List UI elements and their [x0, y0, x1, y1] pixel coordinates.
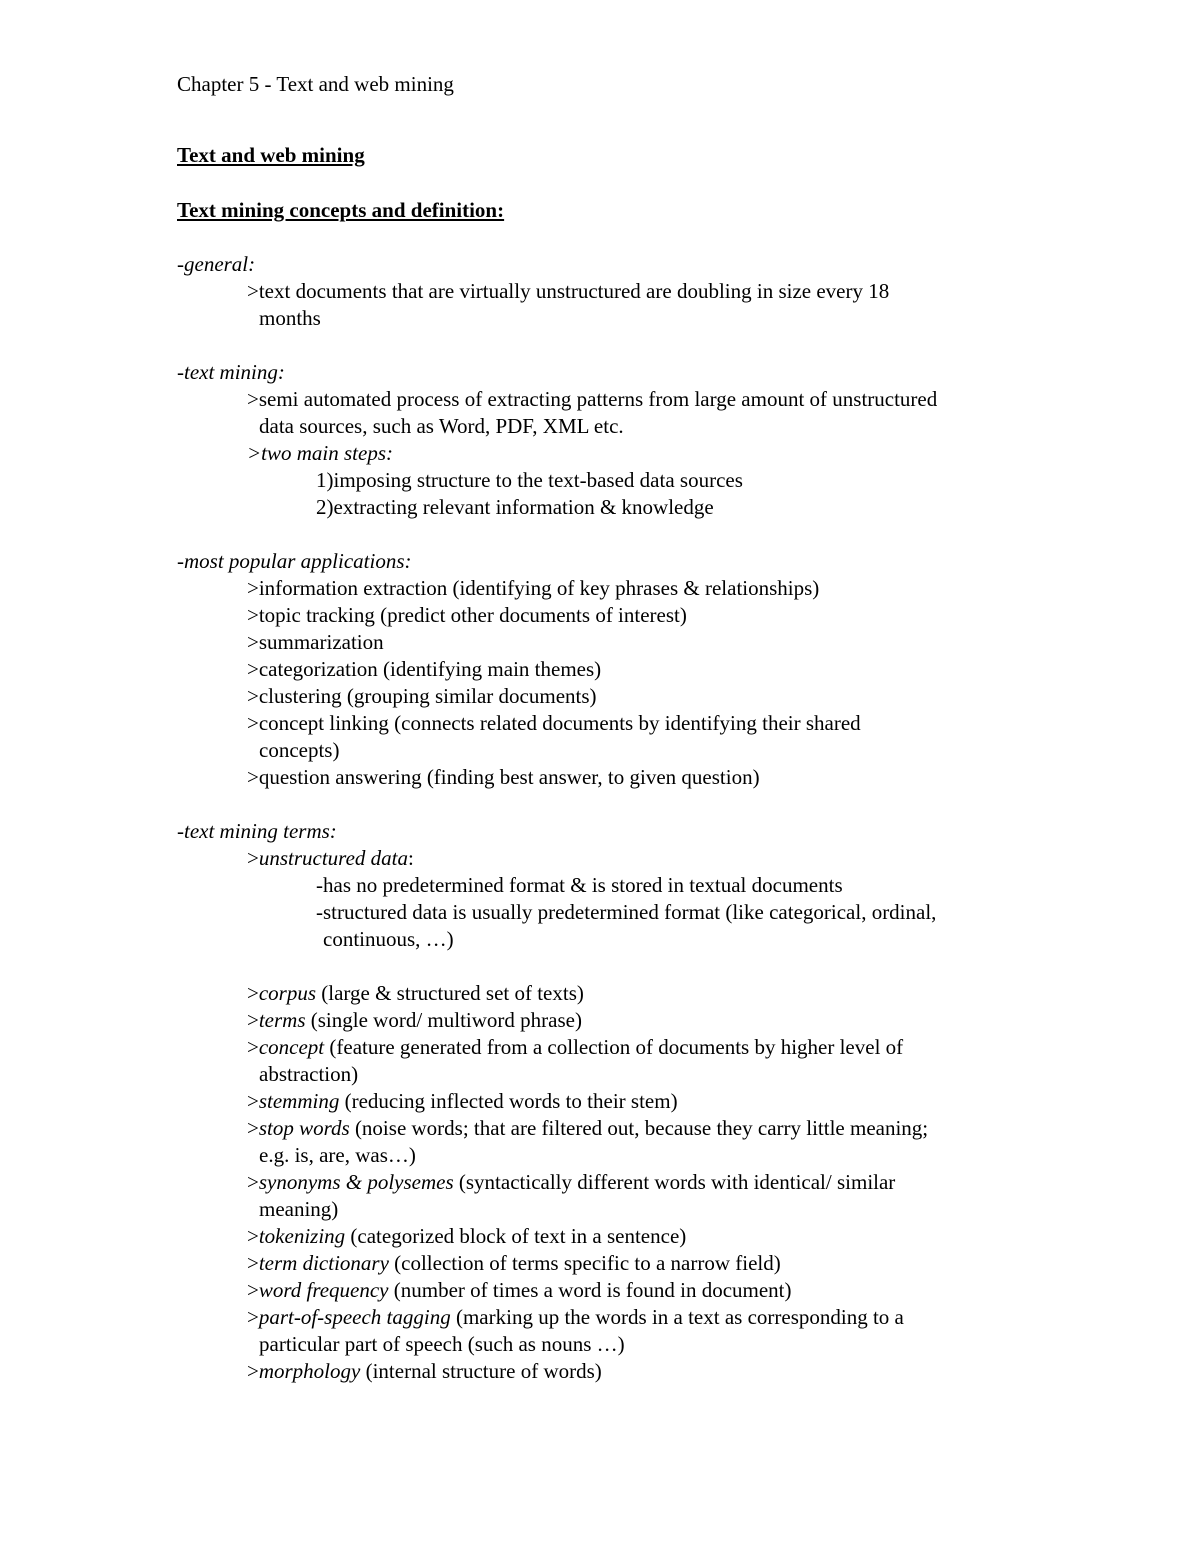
general-label: -general:	[177, 252, 256, 276]
text-mining-def-line2: data sources, such as Word, PDF, XML etc.	[259, 414, 624, 438]
application-item: >categorization (identifying main themes)	[247, 657, 602, 681]
term-corpus: >corpus (large & structured set of texts)	[247, 981, 584, 1005]
application-item-continuation: concepts)	[259, 738, 340, 762]
term-morphology: >morphology (internal structure of words)	[247, 1359, 602, 1383]
unstructured-sub-1: -has no predetermined format & is stored in textual documents	[316, 873, 843, 897]
application-item: >concept linking (connects related documents by identifying their shared	[247, 711, 861, 735]
general-text-line2: months	[259, 306, 321, 330]
term-unstructured-data: >unstructured data:	[247, 846, 414, 870]
term-pos-tagging-continuation: particular part of speech (such as nouns …)	[259, 1332, 625, 1356]
term-word-frequency: >word frequency (number of times a word is found in document)	[247, 1278, 792, 1302]
term-stop-words: >stop words (noise words; that are filtered out, because they carry little meaning;	[247, 1116, 929, 1140]
term-stemming: >stemming (reducing inflected words to their stem)	[247, 1089, 678, 1113]
term-stop-words-continuation: e.g. is, are, was…)	[259, 1143, 416, 1167]
step-1: 1)imposing structure to the text-based data sources	[316, 468, 743, 492]
application-item: >topic tracking (predict other documents of interest)	[247, 603, 687, 627]
chapter-header: Chapter 5 - Text and web mining	[177, 72, 454, 96]
terms-label: -text mining terms:	[177, 819, 337, 843]
document-title: Text and web mining	[177, 143, 365, 167]
term-term-dictionary: >term dictionary (collection of terms specific to a narrow field)	[247, 1251, 781, 1275]
application-item: >summarization	[247, 630, 384, 654]
term-pos-tagging: >part-of-speech tagging (marking up the words in a text as corresponding to a	[247, 1305, 904, 1329]
general-text-line1: >text documents that are virtually unstructured are doubling in size every 18	[247, 279, 890, 303]
unstructured-sub-2-continuation: continuous, …)	[323, 927, 454, 951]
application-item: >information extraction (identifying of key phrases & relationships)	[247, 576, 820, 600]
term-concept: >concept (feature generated from a collection of documents by higher level of	[247, 1035, 904, 1059]
term-synonyms-polysemes: >synonyms & polysemes (syntactically different words with identical/ similar	[247, 1170, 896, 1194]
text-mining-label: -text mining:	[177, 360, 285, 384]
text-mining-def-line1: >semi automated process of extracting patterns from large amount of unstructured	[247, 387, 938, 411]
application-item: >clustering (grouping similar documents)	[247, 684, 597, 708]
application-item: >question answering (finding best answer, to given question)	[247, 765, 760, 789]
term-tokenizing: >tokenizing (categorized block of text in a sentence)	[247, 1224, 687, 1248]
term-synonyms-continuation: meaning)	[259, 1197, 339, 1221]
term-terms: >terms (single word/ multiword phrase)	[247, 1008, 582, 1032]
step-2: 2)extracting relevant information & knowledge	[316, 495, 714, 519]
applications-label: -most popular applications:	[177, 549, 412, 573]
two-main-steps-label: >two main steps:	[247, 441, 394, 465]
unstructured-sub-2: -structured data is usually predetermined format (like categorical, ordinal,	[316, 900, 937, 924]
section-heading: Text mining concepts and definition:	[177, 198, 505, 222]
term-concept-continuation: abstraction)	[259, 1062, 359, 1086]
